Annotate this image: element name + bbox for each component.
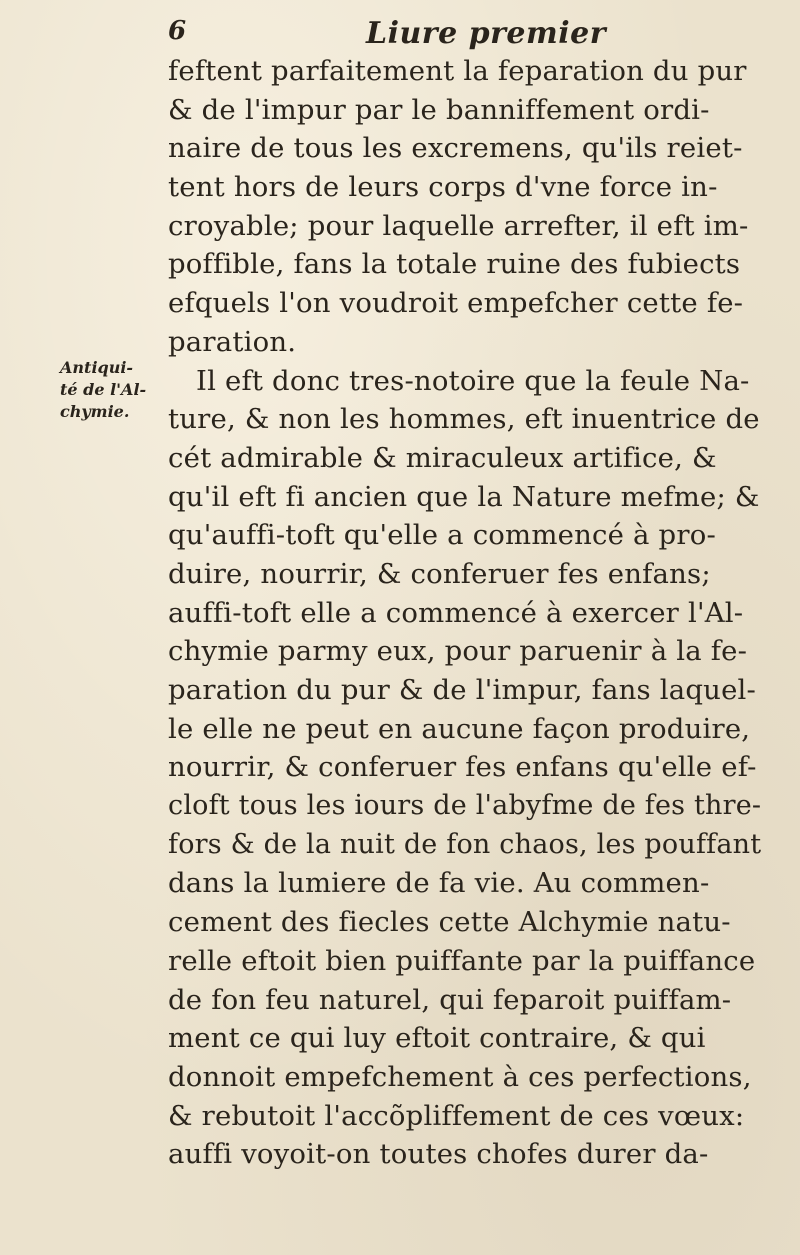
margin-note-line: Antiqui- <box>60 358 134 377</box>
text-line: dans la lumiere de fa vie. Au commen- <box>168 867 710 900</box>
text-line: ment ce qui luy eftoit contraire, & qui <box>168 1022 706 1055</box>
text-line: de fon feu naturel, qui feparoit puiffam- <box>168 983 732 1016</box>
margin-note-line: chymie. <box>60 402 130 421</box>
text-line: relle eftoit bien puiffante par la puiffance <box>168 944 756 977</box>
running-title: Liure premier <box>366 16 607 51</box>
margin-note <box>60 357 170 423</box>
text-line: cloft tous les iours de l'abyfme de fes thre- <box>168 790 762 822</box>
text-line: donnoit empefchement à ces perfections, <box>168 1060 752 1093</box>
text-line: paration du pur & de l'impur, fans laquel- <box>168 674 757 706</box>
text-line: naire de tous les excremens, qu'ils reiet- <box>168 132 743 165</box>
text-line: chymie parmy eux, pour paruenir à la fe- <box>168 635 748 668</box>
paragraph-start-line: Il eft donc tres-notoire que la feule Na- <box>196 364 750 397</box>
text-line: auffi-toft elle a commencé à exercer l'Al- <box>168 596 744 629</box>
margin-note-line: té de l'Al- <box>60 380 147 399</box>
text-line: qu'auffi-toft qu'elle a commencé à pro- <box>168 519 716 552</box>
text-line: paration. <box>168 325 297 358</box>
text-line: efquels l'on voudroit empefcher cette fe- <box>168 287 744 320</box>
text-line: cét admirable & miraculeux artifice, & <box>168 441 717 474</box>
text-line: auffi voyoit-on toutes chofes durer da- <box>168 1138 709 1171</box>
text-line: & de l'impur par le banniffement ordi- <box>168 93 710 126</box>
body-text <box>168 52 768 1174</box>
text-line: feftent parfaitement la feparation du pur <box>168 55 747 87</box>
text-line: fors & de la nuit de fon chaos, les pouffant <box>168 828 762 860</box>
text-line: poffible, fans la totale ruine des fubiects <box>168 248 741 281</box>
text-line: croyable; pour laquelle arrefter, il eft im- <box>168 209 749 242</box>
text-line: qu'il eft fi ancien que la Nature mefme; & <box>168 480 760 513</box>
text-line: le elle ne peut en aucune façon produire, <box>168 712 751 745</box>
page-number: 6 <box>168 16 187 46</box>
text-line: & rebutoit l'accõpliffement de ces vœux: <box>168 1099 745 1132</box>
text-line: duire, nourrir, & conferuer fes enfans; <box>168 557 711 590</box>
text-line: nourrir, & conferuer fes enfans qu'elle ef- <box>168 751 757 784</box>
text-line: ture, & non les hommes, eft inuentrice de <box>168 403 760 436</box>
text-line: cement des fiecles cette Alchymie natu- <box>168 906 731 939</box>
text-line: tent hors de leurs corps d'vne force in- <box>168 171 718 204</box>
